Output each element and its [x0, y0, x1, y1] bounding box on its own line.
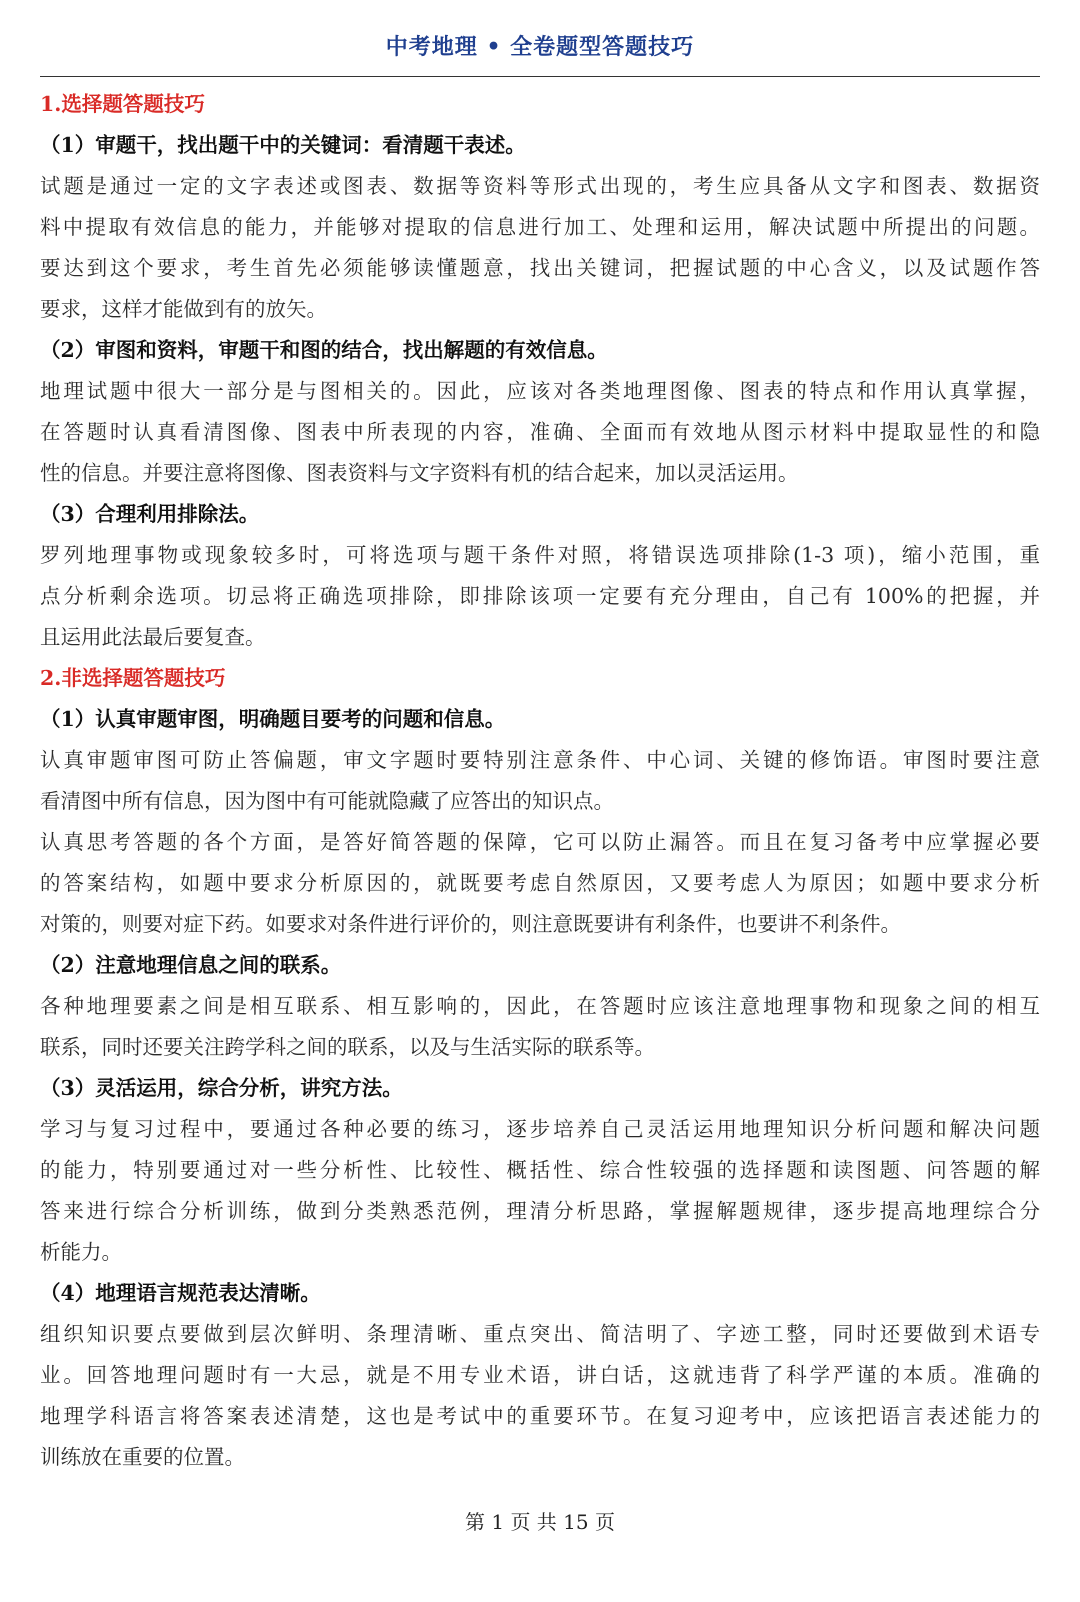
page-number-footer: 第 1 页 共 15 页 [465, 1510, 615, 1534]
paragraph-line: 料中提取有效信息的能力，并能够对提取的信息进行加工、处理和运用，解决试题中所提出的问题。 [40, 215, 1040, 239]
paragraph-line: 要求，这样才能做到有的放矢。 [40, 297, 327, 321]
subsection-heading: （2）注意地理信息之间的联系。 [40, 953, 342, 977]
subsection-heading: （3）灵活运用，综合分析，讲究方法。 [40, 1076, 403, 1100]
paragraph-line: 看清图中所有信息，因为图中有可能就隐藏了应答出的知识点。 [40, 789, 614, 813]
paragraph-line: 对策的，则要对症下药。如要求对条件进行评价的，则注意既要讲有利条件，也要讲不利条件。 [40, 912, 901, 936]
document-body [40, 84, 1040, 1478]
paragraph-line: 各种地理要素之间是相互联系、相互影响的，因此，在答题时应该注意地理事物和现象之间的相互 [40, 994, 1040, 1018]
paragraph-line: 在答题时认真看清图像、图表中所表现的内容，准确、全面而有效地从图示材料中提取显性的和隐 [40, 420, 1040, 444]
paragraph-line: 学习与复习过程中，要通过各种必要的练习，逐步培养自己灵活运用地理知识分析问题和解决问题 [40, 1117, 1040, 1141]
paragraph-line: 地理试题中很大一部分是与图相关的。因此，应该对各类地理图像、图表的特点和作用认真掌握， [40, 379, 1040, 403]
paragraph-line: 组织知识要点要做到层次鲜明、条理清晰、重点突出、简洁明了、字迹工整，同时还要做到术语专 [40, 1322, 1040, 1346]
paragraph-line: 的答案结构，如题中要求分析原因的，就既要考虑自然原因，又要考虑人为原因；如题中要求分析 [40, 871, 1040, 895]
paragraph-line: 联系，同时还要关注跨学科之间的联系，以及与生活实际的联系等。 [40, 1035, 655, 1059]
paragraph-line: 业。回答地理问题时有一大忌，就是不用专业术语，讲白话，这就违背了科学严谨的本质。准确的 [40, 1363, 1040, 1387]
paragraph-line: 析能力。 [40, 1240, 122, 1264]
subsection-heading: （2）审图和资料，审题干和图的结合，找出解题的有效信息。 [40, 338, 608, 362]
header-divider [40, 76, 1040, 77]
section-heading: 2.非选择题答题技巧 [40, 666, 226, 690]
subsection-heading: （1）审题干，找出题干中的关键词：看清题干表述。 [40, 133, 526, 157]
subsection-heading: （3）合理利用排除法。 [40, 502, 260, 526]
paragraph-line: 训练放在重要的位置。 [40, 1445, 245, 1469]
subsection-heading: （4）地理语言规范表达清晰。 [40, 1281, 321, 1305]
paragraph-line: 罗列地理事物或现象较多时，可将选项与题干条件对照，将错误选项排除(1-3 项)，缩小范围，重 [40, 543, 1040, 567]
paragraph-line: 认真审题审图可防止答偏题，审文字题时要特别注意条件、中心词、关键的修饰语。审图时要注意 [40, 748, 1040, 772]
paragraph-line: 答来进行综合分析训练，做到分类熟悉范例，理清分析思路，掌握解题规律，逐步提高地理综合分 [40, 1199, 1040, 1223]
paragraph-line: 且运用此法最后要复查。 [40, 625, 266, 649]
paragraph-line: 点分析剩余选项。切忌将正确选项排除，即排除该项一定要有充分理由，自己有 100%的把握，并 [40, 584, 1040, 608]
paragraph-line: 地理学科语言将答案表述清楚，这也是考试中的重要环节。在复习迎考中，应该把语言表述能力的 [40, 1404, 1040, 1428]
paragraph-line: 认真思考答题的各个方面，是答好简答题的保障，它可以防止漏答。而且在复习备考中应掌握必要 [40, 830, 1040, 854]
paragraph-line: 性的信息。并要注意将图像、图表资料与文字资料有机的结合起来，加以灵活运用。 [40, 461, 799, 485]
subsection-heading: （1）认真审题审图，明确题目要考的问题和信息。 [40, 707, 506, 731]
paragraph-line: 要达到这个要求，考生首先必须能够读懂题意，找出关键词，把握试题的中心含义，以及试题作答 [40, 256, 1040, 280]
section-heading: 1.选择题答题技巧 [40, 92, 205, 116]
paragraph-line: 试题是通过一定的文字表述或图表、数据等资料等形式出现的，考生应具备从文字和图表、数据资 [40, 174, 1040, 198]
paragraph-line: 的能力，特别要通过对一些分析性、比较性、概括性、综合性较强的选择题和读图题、问答题的解 [40, 1158, 1040, 1182]
page-header-title: 中考地理 • 全卷题型答题技巧 [385, 34, 695, 60]
